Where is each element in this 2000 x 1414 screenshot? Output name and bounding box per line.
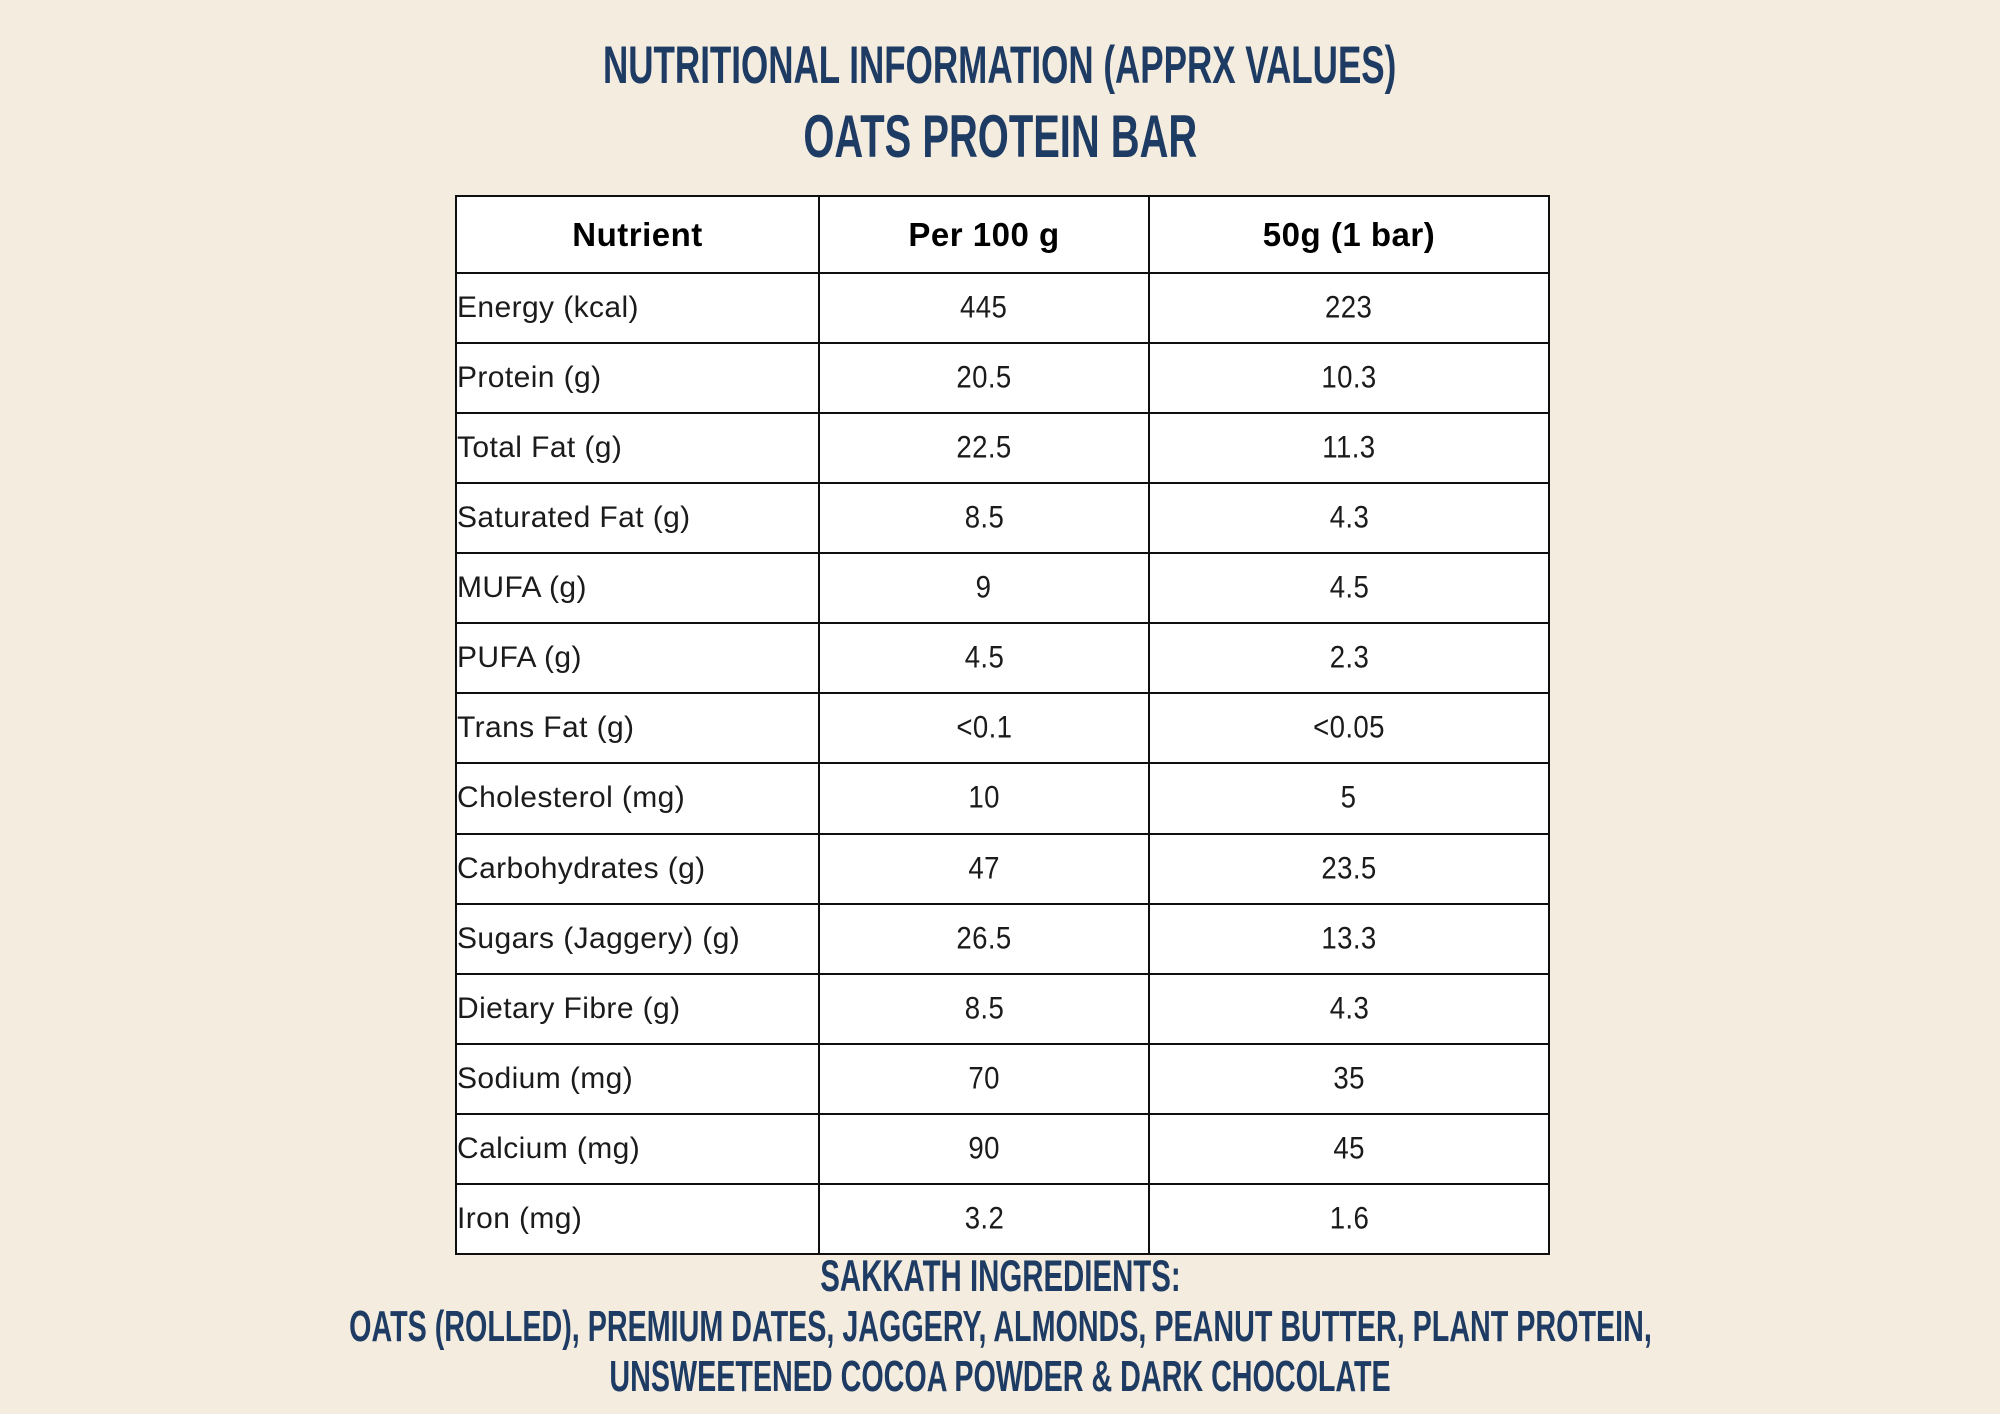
page-title-text: NUTRITIONAL INFORMATION (APPRX VALUES) [603, 35, 1397, 95]
table-row-saturated-fat [456, 483, 1549, 553]
per-100g-value: 4.5 [819, 623, 1149, 693]
nutrient-name: Carbohydrates (g) [456, 834, 819, 904]
nutrient-name: Cholesterol (mg) [456, 763, 819, 833]
ingredients-line-2 [0, 1351, 2000, 1401]
per-bar-value: 45 [1149, 1114, 1549, 1184]
per-bar-value: <0.05 [1149, 693, 1549, 763]
per-100g-value: 3.2 [819, 1184, 1149, 1254]
ingredients-heading-text: SAKKATH INGREDIENTS: [819, 1250, 1181, 1301]
table-row-total-fat [456, 413, 1549, 483]
per-100g-value: 8.5 [819, 974, 1149, 1044]
per-100g-value: 22.5 [819, 413, 1149, 483]
per-bar-value: 223 [1149, 273, 1549, 343]
nutrient-name: Trans Fat (g) [456, 693, 819, 763]
per-100g-value: 20.5 [819, 343, 1149, 413]
per-100g-value: 445 [819, 273, 1149, 343]
per-bar-value: 4.3 [1149, 974, 1549, 1044]
per-100g-value: 70 [819, 1044, 1149, 1114]
ingredients-line-1 [0, 1301, 2000, 1351]
nutrient-name: Calcium (mg) [456, 1114, 819, 1184]
nutrient-name: Energy (kcal) [456, 273, 819, 343]
ingredients-section [0, 1251, 2000, 1401]
nutrient-name: Total Fat (g) [456, 413, 819, 483]
per-bar-value: 10.3 [1149, 343, 1549, 413]
per-bar-value: 1.6 [1149, 1184, 1549, 1254]
per-100g-value: 8.5 [819, 483, 1149, 553]
nutrient-name: Saturated Fat (g) [456, 483, 819, 553]
table-row-mufa [456, 553, 1549, 623]
nutrient-name: Dietary Fibre (g) [456, 974, 819, 1044]
nutrient-name: Iron (mg) [456, 1184, 819, 1254]
table-row-protein [456, 343, 1549, 413]
table-row-trans-fat [456, 693, 1549, 763]
table-row-cholesterol [456, 763, 1549, 833]
table-row-dietary-fibre [456, 974, 1549, 1044]
table-row-calcium [456, 1114, 1549, 1184]
table-row-energy [456, 273, 1549, 343]
ingredients-line-1-text: OATS (ROLLED), PREMIUM DATES, JAGGERY, ALMONDS, PEANUT BUTTER, PLANT PROTEIN, [348, 1301, 1652, 1351]
page-subtitle-text: OATS PROTEIN BAR [803, 103, 1197, 171]
per-100g-value: 90 [819, 1114, 1149, 1184]
per-100g-value: <0.1 [819, 693, 1149, 763]
ingredients-heading [0, 1251, 2000, 1301]
per-bar-value: 11.3 [1149, 413, 1549, 483]
page-title [0, 35, 2000, 95]
per-bar-value: 2.3 [1149, 623, 1549, 693]
per-bar-value: 13.3 [1149, 904, 1549, 974]
per-bar-value: 23.5 [1149, 834, 1549, 904]
column-header-per-bar: 50g (1 bar) [1149, 196, 1549, 273]
nutrient-name: PUFA (g) [456, 623, 819, 693]
per-bar-value: 4.5 [1149, 553, 1549, 623]
ingredients-line-2-text: UNSWEETENED COCOA POWDER & DARK CHOCOLATE [609, 1351, 1391, 1401]
per-100g-value: 26.5 [819, 904, 1149, 974]
nutrition-table [455, 195, 1550, 1255]
per-bar-value: 4.3 [1149, 483, 1549, 553]
table-row-sugars [456, 904, 1549, 974]
table-row-sodium [456, 1044, 1549, 1114]
nutrient-name: Sodium (mg) [456, 1044, 819, 1114]
per-100g-value: 47 [819, 834, 1149, 904]
table-row-carbohydrates [456, 834, 1549, 904]
table-row-iron [456, 1184, 1549, 1254]
nutrient-name: Sugars (Jaggery) (g) [456, 904, 819, 974]
page-subtitle [0, 103, 2000, 171]
per-bar-value: 5 [1149, 763, 1549, 833]
table-row-pufa [456, 623, 1549, 693]
table-header-row [456, 196, 1549, 273]
column-header-per-100g: Per 100 g [819, 196, 1149, 273]
per-100g-value: 9 [819, 553, 1149, 623]
per-bar-value: 35 [1149, 1044, 1549, 1114]
per-100g-value: 10 [819, 763, 1149, 833]
column-header-nutrient: Nutrient [456, 196, 819, 273]
nutrient-name: MUFA (g) [456, 553, 819, 623]
nutrient-name: Protein (g) [456, 343, 819, 413]
